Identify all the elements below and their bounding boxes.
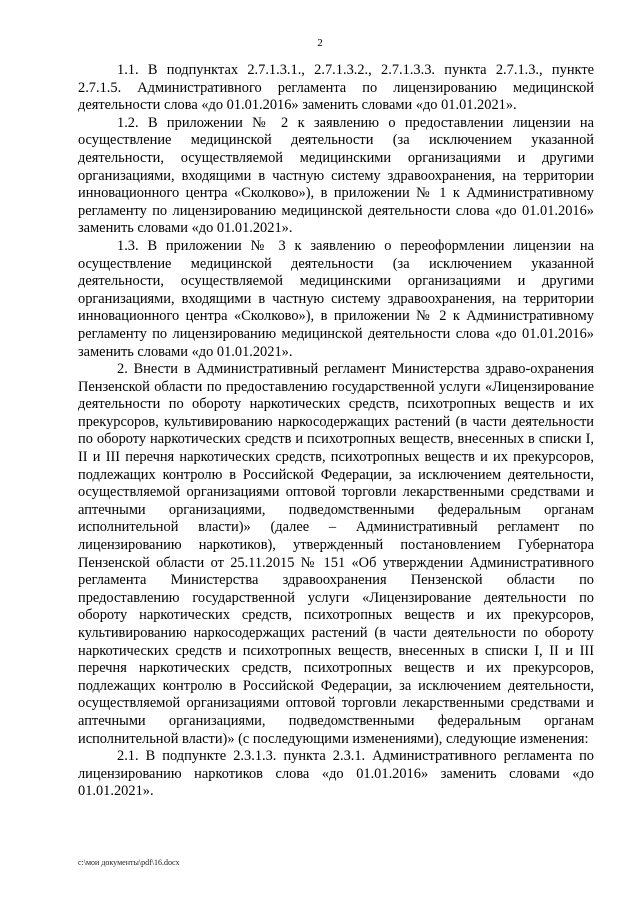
- paragraph-1-3: 1.3. В приложении № 3 к заявлению о переоформлении лицензии на осуществление медицинской деятельности (за исключением указанной деятельности, осуществляемой медицинскими организациями и другими организациями, входящими в частную систему здравоохранения, на территории инновационного центра «Сколково»), в приложении № 2 к Административному регламенту по лицензированию медицинской деятельности слова «до 01.01.2016» заменить словами «до 01.01.2021».: [78, 237, 594, 360]
- paragraph-2: 2. Внести в Административный регламент Министерства здраво-охранения Пензенской области по предоставлению государственной услуги «Лицензирование деятельности по обороту наркотических средств, психотропных веществ и их прекурсоров, культивированию наркосодержащих растений (в части деятельности по обороту наркотических средств и психотропных веществ, внесенных в списки I, II и III перечня наркотических средств, психотропных веществ и их прекурсоров, подлежащих контролю в Российской Федерации, за исключением деятельности, осуществляемой организациями оптовой торговли лекарственными средствами и аптечными организациями, подведомственными федеральным органам исполнительной власти)» (далее – Административный регламент по лицензированию наркотиков), утвержденный постановлением Губернатора Пензенской области от 25.11.2015 № 151 «Об утверждении Административного регламента Министерства здравоохранения Пензенской области по предоставлению государственной услуги «Лицензирование деятельности по обороту наркотических средств, психотропных веществ и их прекурсоров, культивированию наркосодержащих растений (в части деятельности по обороту наркотических средств и психотропных веществ, внесенных в списки I, II и III перечня наркотических средств, психотропных веществ и их прекурсоров, подлежащих контролю в Российской Федерации, за исключением деятельности, осуществляемой организациями оптовой торговли лекарственными средствами и аптечными организациями, подведомственными федеральным органам исполнительной власти)» (с последующими изменениями), следующие изменения:: [78, 361, 594, 747]
- footer-file-path: c:\мои документы\pdf\16.docx: [78, 858, 180, 867]
- page-number: 2: [317, 37, 323, 49]
- document-body: [78, 62, 594, 801]
- paragraph-1-2: 1.2. В приложении № 2 к заявлению о предоставлении лицензии на осуществление медицинской деятельности (за исключением указанной деятельности, осуществляемой медицинскими организациями и другими организациями, входящими в частную систему здравоохранения, на территории инновационного центра «Сколково»), в приложении № 1 к Административному регламенту по лицензированию медицинской деятельности слова «до 01.01.2016» заменить словами «до 01.01.2021».: [78, 114, 594, 237]
- paragraph-2-1: 2.1. В подпункте 2.3.1.3. пункта 2.3.1. Административного регламента по лицензированию наркотиков слова «до 01.01.2016» заменить словами «до 01.01.2021».: [78, 748, 594, 800]
- paragraph-1-1: 1.1. В подпунктах 2.7.1.3.1., 2.7.1.3.2., 2.7.1.3.3. пункта 2.7.1.3., пункте 2.7.1.5. Административного регламента по лицензированию медицинской деятельности слова «до 01.01.2016» заменить словами «до 01.01.2021».: [78, 62, 594, 114]
